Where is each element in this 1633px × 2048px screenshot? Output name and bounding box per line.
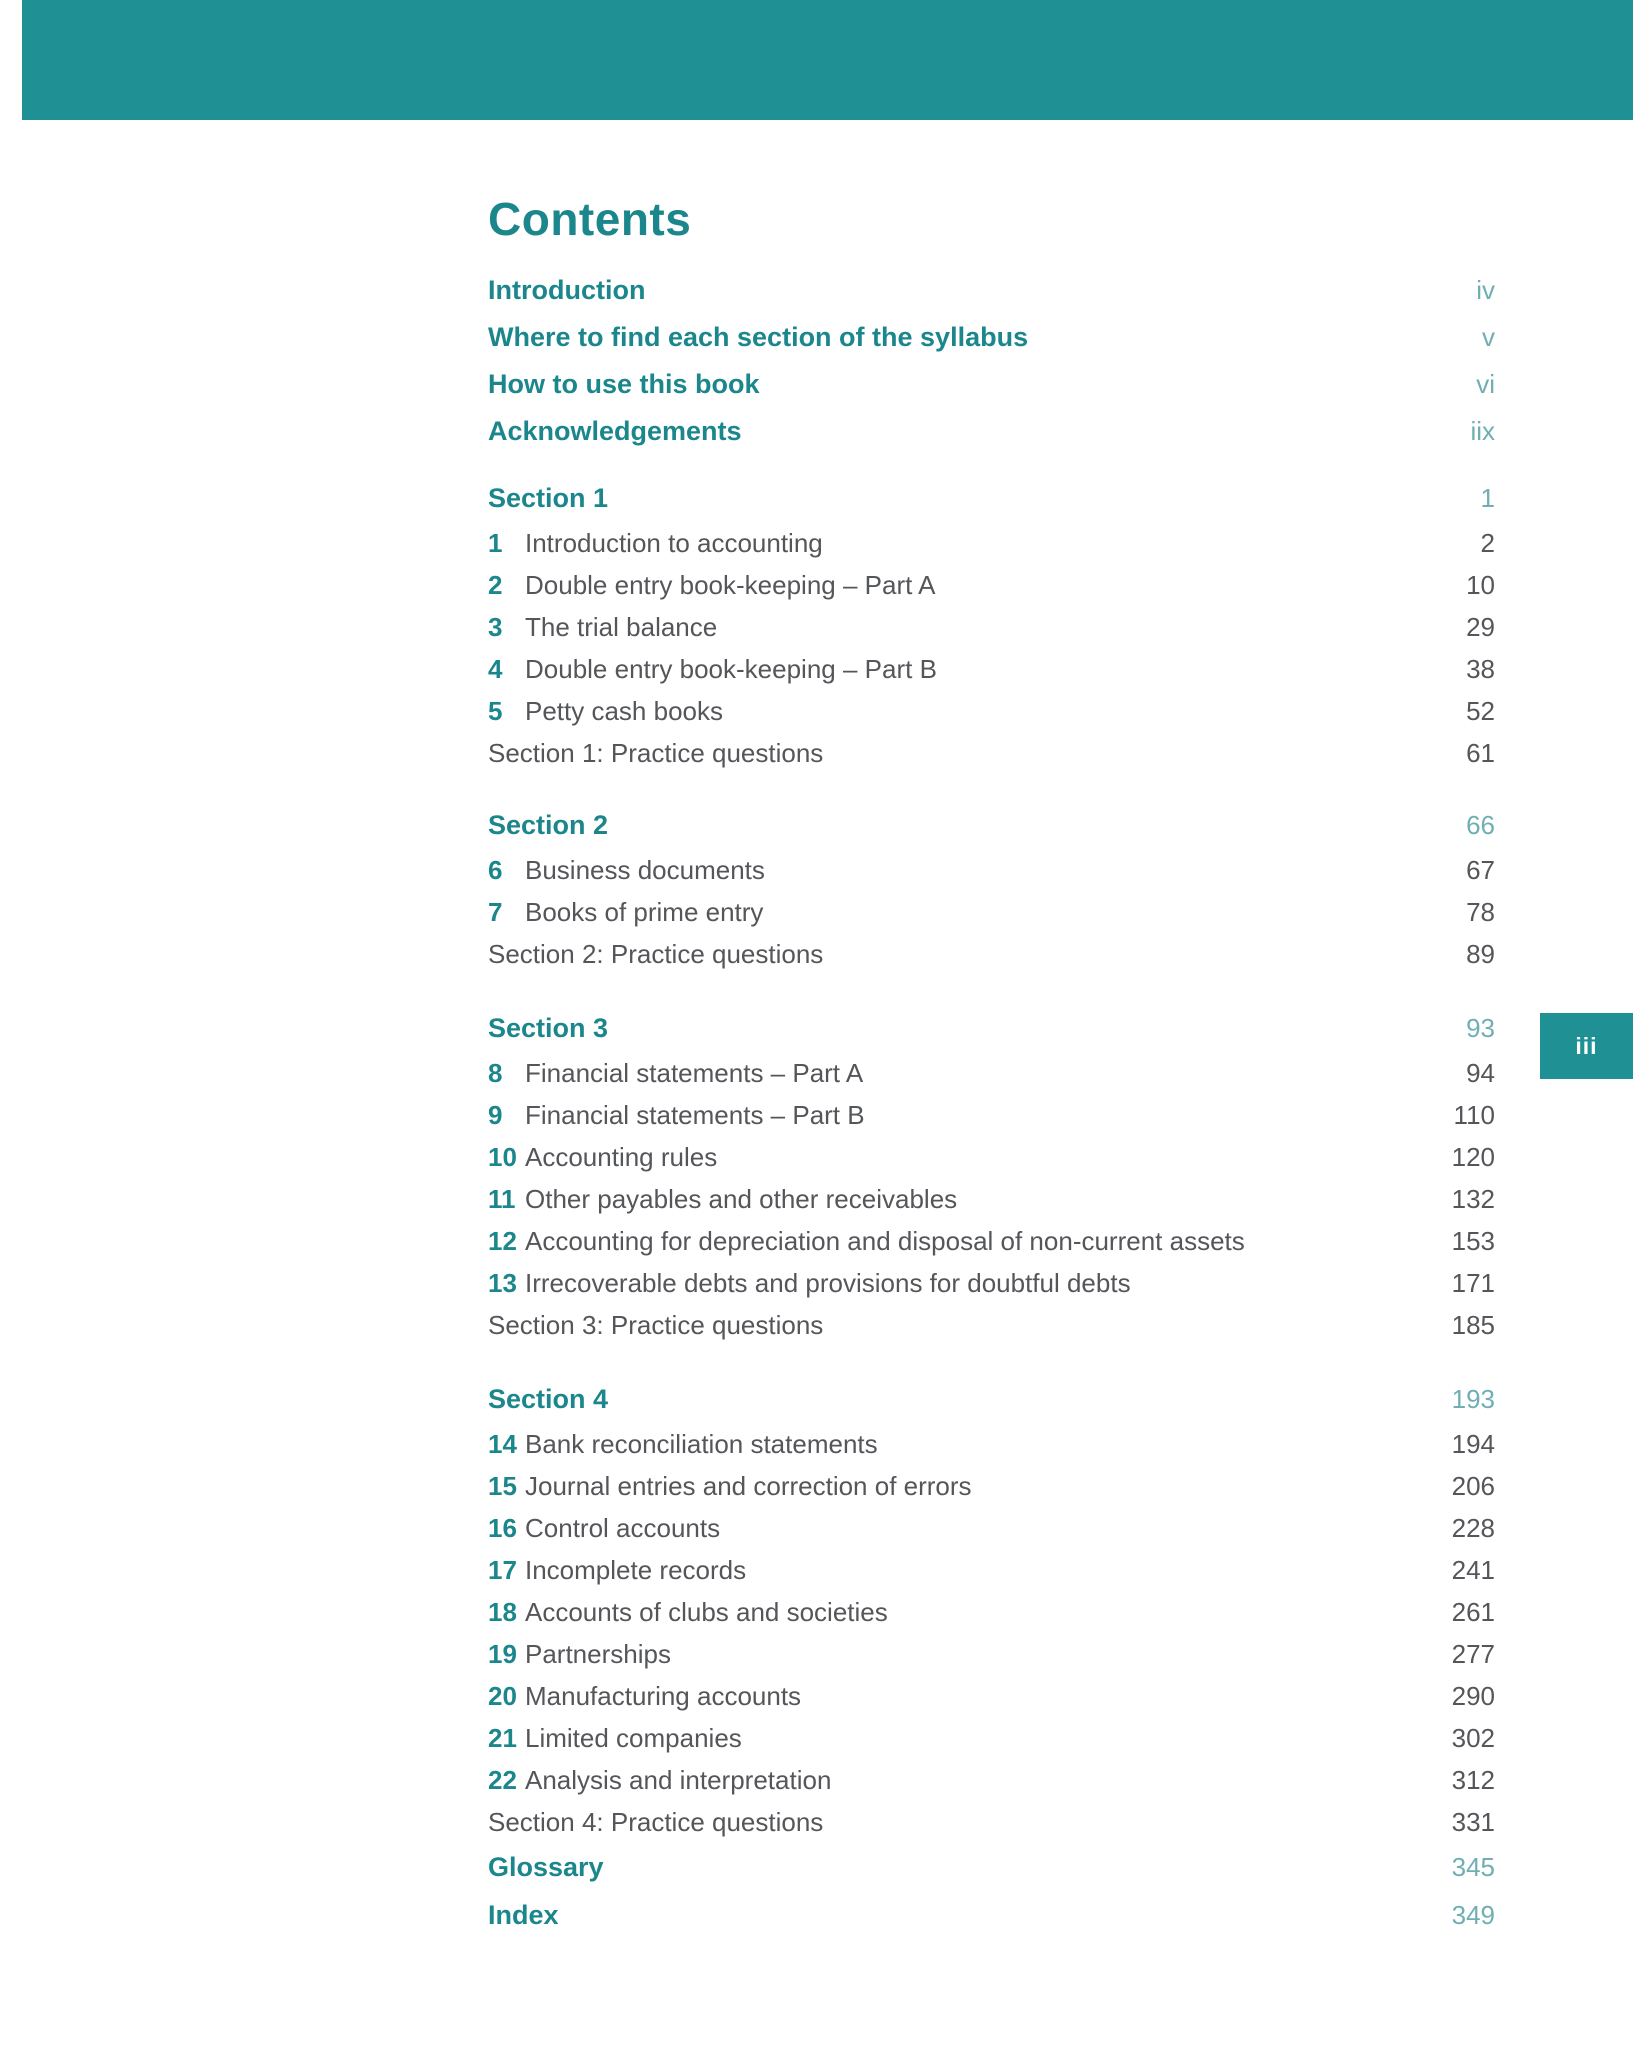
chapter-row: [488, 690, 1495, 732]
chapter-title: Business documents: [525, 854, 765, 885]
chapter-number: 2: [488, 569, 503, 600]
front-matter-page-number: iv: [1476, 275, 1495, 305]
chapter-title: Incomplete records: [525, 1554, 747, 1585]
chapter-page-number: 94: [1466, 1057, 1495, 1088]
chapter-title: Books of prime entry: [525, 896, 764, 927]
page-number-tab: [1540, 1013, 1633, 1079]
chapter-row: [488, 1633, 1495, 1675]
chapter-page-number: 206: [1451, 1470, 1495, 1501]
chapter-page-number: 277: [1451, 1638, 1495, 1669]
chapter-title: Bank reconciliation statements: [525, 1428, 878, 1459]
chapter-page-number: 132: [1451, 1183, 1495, 1214]
chapter-title: Petty cash books: [525, 695, 723, 726]
chapter-number: 13: [488, 1267, 517, 1298]
chapter-row: [488, 1591, 1495, 1633]
chapter-title: Partnerships: [525, 1638, 671, 1669]
chapter-number: 14: [488, 1428, 517, 1459]
section-heading: Section 2: [488, 810, 609, 840]
chapter-row: [488, 1759, 1495, 1801]
back-matter-page-number: 345: [1451, 1851, 1495, 1882]
chapter-title: Irrecoverable debts and provisions for doubtful debts: [525, 1267, 1131, 1298]
chapter-page-number: 120: [1451, 1141, 1495, 1172]
practice-questions-row: [488, 1801, 1495, 1843]
chapter-page-number: 261: [1451, 1596, 1495, 1627]
section-heading-row: [488, 1376, 1495, 1423]
front-matter-label: How to use this book: [488, 369, 760, 399]
chapter-number: 17: [488, 1554, 517, 1585]
chapter-row: [488, 1262, 1495, 1304]
toc-section: [488, 1376, 1495, 1843]
back-matter-label: Glossary: [488, 1851, 604, 1882]
front-matter-label: Introduction: [488, 275, 646, 305]
practice-questions-label: Section 4: Practice questions: [488, 1806, 824, 1837]
practice-questions-label: Section 1: Practice questions: [488, 737, 824, 768]
section-heading: Section 4: [488, 1384, 609, 1414]
sections-list: [488, 475, 1495, 1843]
chapter-title: The trial balance: [525, 611, 718, 642]
chapter-title: Manufacturing accounts: [525, 1680, 802, 1711]
chapter-number: 8: [488, 1057, 503, 1088]
chapter-row: [488, 1220, 1495, 1262]
chapter-title: Accounting rules: [525, 1141, 718, 1172]
section-page-number: 93: [1466, 1013, 1495, 1043]
section-heading-row: [488, 1005, 1495, 1052]
chapter-title: Accounting for depreciation and disposal of non-current assets: [525, 1225, 1245, 1256]
front-matter-list: [488, 267, 1495, 455]
front-matter-page-number: v: [1482, 322, 1495, 352]
chapter-number: 12: [488, 1225, 517, 1256]
chapter-title: Control accounts: [525, 1512, 721, 1543]
chapter-row: [488, 522, 1495, 564]
section-heading-row: [488, 802, 1495, 849]
back-matter-page-number: 349: [1451, 1899, 1495, 1930]
front-matter-page-number: iix: [1470, 416, 1495, 446]
chapter-page-number: 29: [1466, 611, 1495, 642]
chapter-row: [488, 1094, 1495, 1136]
front-matter-label: Acknowledgements: [488, 416, 742, 446]
chapter-number: 19: [488, 1638, 517, 1669]
chapter-page-number: 302: [1451, 1722, 1495, 1753]
chapter-row: [488, 1717, 1495, 1759]
chapter-number: 9: [488, 1099, 503, 1130]
toc-section: [488, 1005, 1495, 1346]
chapter-title: Limited companies: [525, 1722, 742, 1753]
chapter-number: 1: [488, 527, 503, 558]
back-matter-label: Index: [488, 1899, 559, 1930]
chapter-number: 11: [488, 1183, 516, 1214]
practice-questions-page-number: 61: [1466, 737, 1495, 768]
chapter-row: [488, 606, 1495, 648]
chapter-number: 18: [488, 1596, 517, 1627]
chapter-number: 20: [488, 1680, 517, 1711]
chapter-row: [488, 1675, 1495, 1717]
chapter-row: [488, 1052, 1495, 1094]
page-title: Contents: [488, 193, 692, 245]
chapter-row: [488, 1465, 1495, 1507]
chapter-number: 10: [488, 1141, 517, 1172]
chapter-row: [488, 1549, 1495, 1591]
chapter-title: Analysis and interpretation: [525, 1764, 832, 1795]
chapter-number: 16: [488, 1512, 517, 1543]
practice-questions-page-number: 89: [1466, 938, 1495, 969]
toc-section: [488, 802, 1495, 975]
chapter-page-number: 10: [1466, 569, 1495, 600]
back-matter-row: [488, 1843, 1495, 1891]
chapter-row: [488, 849, 1495, 891]
section-page-number: 66: [1466, 810, 1495, 840]
chapter-page-number: 194: [1451, 1428, 1495, 1459]
chapter-page-number: 67: [1466, 854, 1495, 885]
chapter-number: 15: [488, 1470, 517, 1501]
section-page-number: 1: [1480, 483, 1495, 513]
chapter-title: Double entry book-keeping – Part B: [525, 653, 937, 684]
chapter-row: [488, 891, 1495, 933]
contents-page: [488, 0, 1495, 1939]
chapter-page-number: 110: [1453, 1099, 1495, 1130]
chapter-page-number: 312: [1451, 1764, 1495, 1795]
chapter-number: 22: [488, 1764, 517, 1795]
section-heading-row: [488, 475, 1495, 522]
front-matter-label: Where to find each section of the syllabus: [488, 322, 1029, 352]
chapter-row: [488, 648, 1495, 690]
section-heading: Section 3: [488, 1013, 609, 1043]
chapter-row: [488, 1423, 1495, 1465]
chapter-number: 21: [488, 1722, 517, 1753]
practice-questions-page-number: 185: [1451, 1309, 1495, 1340]
front-matter-row: [488, 267, 1495, 314]
chapter-page-number: 153: [1451, 1225, 1495, 1256]
chapter-row: [488, 1136, 1495, 1178]
chapter-page-number: 241: [1451, 1554, 1495, 1585]
practice-questions-label: Section 2: Practice questions: [488, 938, 824, 969]
chapter-page-number: 171: [1451, 1267, 1495, 1298]
back-matter-row: [488, 1891, 1495, 1939]
chapter-title: Other payables and other receivables: [525, 1183, 958, 1214]
chapter-row: [488, 1178, 1495, 1220]
front-matter-row: [488, 361, 1495, 408]
practice-questions-row: [488, 1304, 1495, 1346]
chapter-number: 4: [488, 653, 503, 684]
toc-section: [488, 475, 1495, 774]
chapter-number: 7: [488, 896, 503, 927]
chapter-page-number: 78: [1466, 896, 1495, 927]
chapter-number: 3: [488, 611, 503, 642]
chapter-page-number: 38: [1466, 653, 1495, 684]
front-matter-page-number: vi: [1476, 369, 1495, 399]
page-number-tab-label: iii: [1575, 1032, 1598, 1059]
chapter-row: [488, 1507, 1495, 1549]
chapter-number: 6: [488, 854, 503, 885]
back-matter-list: [488, 1843, 1495, 1939]
chapter-page-number: 52: [1466, 695, 1495, 726]
chapter-row: [488, 564, 1495, 606]
section-heading: Section 1: [488, 483, 609, 513]
front-matter-row: [488, 314, 1495, 361]
chapter-title: Journal entries and correction of errors: [525, 1470, 972, 1501]
front-matter-row: [488, 408, 1495, 455]
chapter-page-number: 228: [1451, 1512, 1495, 1543]
chapter-title: Financial statements – Part B: [525, 1099, 865, 1130]
practice-questions-row: [488, 933, 1495, 975]
chapter-title: Financial statements – Part A: [525, 1057, 864, 1088]
chapter-page-number: 2: [1480, 527, 1495, 558]
practice-questions-row: [488, 732, 1495, 774]
chapter-title: Introduction to accounting: [525, 527, 823, 558]
chapter-title: Accounts of clubs and societies: [525, 1596, 888, 1627]
section-page-number: 193: [1451, 1384, 1495, 1414]
practice-questions-label: Section 3: Practice questions: [488, 1309, 824, 1340]
chapter-title: Double entry book-keeping – Part A: [525, 569, 936, 600]
practice-questions-page-number: 331: [1451, 1806, 1495, 1837]
chapter-page-number: 290: [1451, 1680, 1495, 1711]
chapter-number: 5: [488, 695, 503, 726]
